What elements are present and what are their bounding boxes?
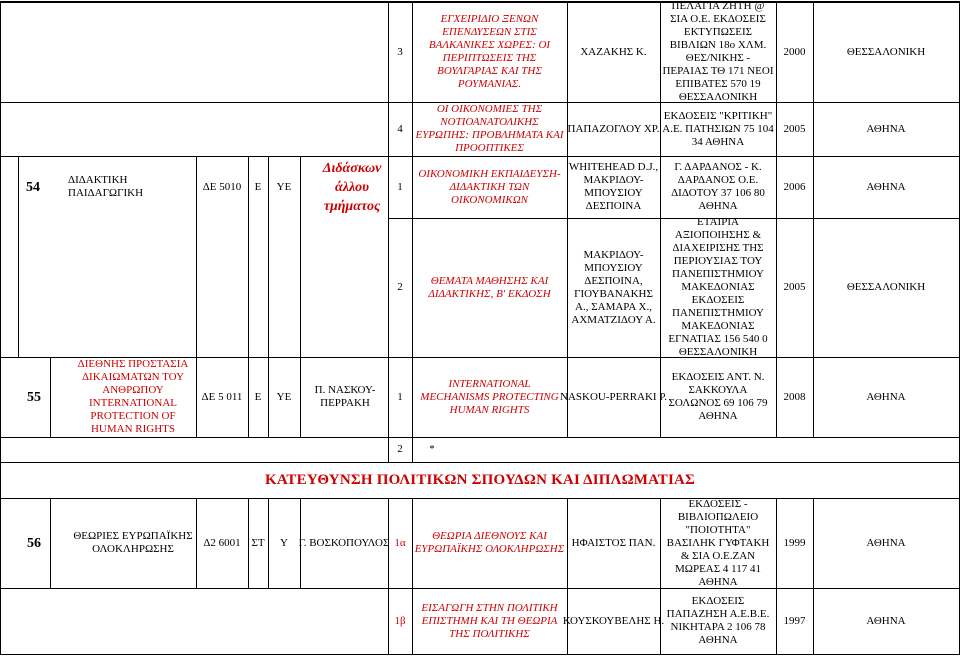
book-year: 1997 xyxy=(783,614,806,627)
course-number: 54 xyxy=(26,179,40,195)
book-author: ΠΑΠΑΖΟΓΛΟΥ ΧΡ. xyxy=(567,122,660,135)
book-city: ΘΕΣΣΑΛΟΝΙΚΗ xyxy=(846,45,926,58)
course-semester: ΣΤ xyxy=(251,536,265,549)
book-author: ΧΑΖΑΚΗΣ Κ. xyxy=(580,45,647,58)
book-author: ΗΦΑΙΣΤΟΣ ΠΑΝ. xyxy=(571,536,656,549)
course-instructor: Διδάσκων άλλου τμήματος xyxy=(322,160,382,214)
book-title: ΕΙΣΑΓΩΓΗ ΣΤΗΝ ΠΟΛΙΤΙΚΗ ΕΠΙΣΤΗΜΗ ΚΑΙ ΤΗ ΘΕΩΡΙΑ ΤΗΣ ΠΟΛΙΤΙΚΗΣ xyxy=(421,601,558,640)
book-city: ΑΘΗΝΑ xyxy=(866,122,906,135)
book-city: ΑΘΗΝΑ xyxy=(866,536,906,549)
book-title: ΘΕΜΑΤΑ ΜΑΘΗΣΗΣ ΚΑΙ ΔΙΔΑΚΤΙΚΗΣ, Β' ΕΚΔΟΣΗ xyxy=(428,274,551,300)
course-code: ΔΕ 5010 xyxy=(202,180,242,193)
course-name: ΘΕΩΡΙΕΣ ΕΥΡΩΠΑΪΚΗΣ ΟΛΟΚΛΗΡΩΣΗΣ xyxy=(73,530,193,555)
book-author: ΚΟΥΣΚΟΥΒΕΛΗΣ Η. xyxy=(562,614,665,627)
course-semester: Ε xyxy=(254,390,262,403)
book-publisher: ΕΚΔΟΣΕΙΣ "ΚΡΙΤΙΚΗ" Α.Ε. ΠΑΤΗΣΙΩΝ 75 104 34 ΑΘΗΝΑ xyxy=(662,109,774,148)
entry-number: 1α xyxy=(394,536,406,549)
note-marker: * xyxy=(429,443,435,455)
book-year: 2008 xyxy=(783,390,806,403)
book-title: INTERNATIONAL MECHANISMS PROTECTING HUMAN RIGHTS xyxy=(420,377,559,416)
book-publisher: ΕΚΔΟΣΕΙΣ ΠΑΠΑΖΗΣΗ Α.Ε.Β.Ε. ΝΙΚΗΤΑΡΑ 2 106 78 ΑΘΗΝΑ xyxy=(666,595,770,646)
course-instructor: Γ. ΒΟΣΚΟΠΟΥΛΟΣ xyxy=(298,536,390,549)
course-code: ΔΕ 5 011 xyxy=(201,390,243,403)
entry-number: 2 xyxy=(397,443,403,455)
course-name: ΔΙΔΑΚΤΙΚΗ ΠΑΙΔΑΓΩΓΙΚΗ xyxy=(68,174,144,199)
book-title: ΟΙ ΟΙΚΟΝΟΜΙΕΣ ΤΗΣ ΝΟΤΙΟΑΝΑΤΟΛΙΚΗΣ ΕΥΡΩΠΗΣ: ΠΡΟΒΛΗΜΑΤΑ ΚΑΙ ΠΡΟΟΠΤΙΚΕΣ xyxy=(415,103,564,154)
book-city: ΘΕΣΣΑΛΟΝΙΚΗ xyxy=(846,281,926,293)
book-author: ΜΑΚΡΙΔΟΥ-ΜΠΟΥΣΙΟΥ ΔΕΣΠΟΙΝΑ, ΓΙΟΥΒΑΝΑΚΗΣ Α., ΣΑΜΑΡΑ Χ., ΑΧΜΑΤΖΙΔΟΥ Α. xyxy=(571,248,656,326)
book-publisher: Γ. ΔΑΡΔΑΝΟΣ - Κ. ΔΑΡΔΑΝΟΣ Ο.Ε. ΔΙΔΟΤΟΥ 37 106 80 ΑΘΗΝΑ xyxy=(671,161,765,212)
entry-number: 1β xyxy=(394,614,406,627)
course-type: ΥΕ xyxy=(276,390,292,403)
section-heading: ΚΑΤΕΥΘΥΝΣΗ ΠΟΛΙΤΙΚΩΝ ΣΠΟΥΔΩΝ ΚΑΙ ΔΙΠΛΩΜΑΤΙΑΣ xyxy=(264,471,696,488)
book-year: 2000 xyxy=(783,45,806,58)
book-city: ΑΘΗΝΑ xyxy=(866,614,906,627)
book-year: 2006 xyxy=(783,180,806,193)
course-number: 55 xyxy=(27,389,41,405)
course-type: Υ xyxy=(280,536,288,549)
book-year: 1999 xyxy=(783,536,806,549)
book-city: ΑΘΗΝΑ xyxy=(866,180,906,193)
book-publisher: ΠΕΛΑΓΙΑ ΖΗΤΗ @ ΣΙΑ Ο.Ε. ΕΚΔΟΣΕΙΣ ΕΚΤΥΠΩΣΕΙΣ ΒΙΒΛΙΩΝ 18ο ΧΛΜ. ΘΕΣ/ΝΙΚΗΣ - ΠΕΡΑΙΑΣ ΤΘ 171 ΝΕΟΙ ΕΠΙΒΑΤΕΣ 570 19 ΘΕΣΣΑΛΟΝΙΚΗ xyxy=(662,0,774,103)
book-publisher: ΕΤΑΙΡΙΑ ΑΞΙΟΠΟΙΗΣΗΣ & ΔΙΑΧΕΙΡΙΣΗΣ ΤΗΣ ΠΕΡΙΟΥΣΙΑΣ ΤΟΥ ΠΑΝΕΠΙΣΤΗΜΙΟΥ ΜΑΚΕΔΟΝΙΑΣ ΕΚΔΟΣΕΙΣ ΠΑΝΕΠΙΣΤΗΜΙΟΥ ΜΑΚΕΔΟΝΙΑΣ ΕΓΝΑΤΙΑΣ 156 540 0 ΘΕΣΣΑΛΟΝΙΚΗ xyxy=(668,216,768,358)
course-type: ΥΕ xyxy=(276,180,292,193)
entry-number: 4 xyxy=(397,122,403,135)
entry-number: 1 xyxy=(397,180,403,193)
book-year: 2005 xyxy=(783,281,806,293)
course-number: 56 xyxy=(27,535,41,551)
book-publisher: ΕΚΔΟΣΕΙΣ ΑΝΤ. Ν. ΣΑΚΚΟΥΛΑ ΣΟΛΩΝΟΣ 69 106 79 ΑΘΗΝΑ xyxy=(668,371,768,422)
course-code: Δ2 6001 xyxy=(203,536,241,549)
course-semester: Ε xyxy=(254,180,262,193)
book-author: NASKOU-PERRAKI P. xyxy=(560,390,667,403)
course-name: ΔΙΕΘΝΗΣ ΠΡΟΣΤΑΣΙΑ ΔΙΚΑΙΩΜΑΤΩΝ ΤΟΥ ΑΝΘΡΩΠΟΥ INTERNATIONAL PROTECTION OF HUMAN RIGHTS xyxy=(77,358,189,435)
book-author: WHITEHEAD D.J., ΜΑΚΡΙΔΟΥ-ΜΠΟΥΣΙΟΥ ΔΕΣΠΟΙΝΑ xyxy=(568,161,659,212)
book-title: ΕΓΧΕΙΡΙΔΙΟ ΞΕΝΩΝ ΕΠΕΝΔΥΣΕΩΝ ΣΤΙΣ ΒΑΛΚΑΝΙΚΕΣ ΧΩΡΕΣ: ΟΙ ΠΕΡΙΠΤΩΣΕΙΣ ΤΗΣ ΒΟΥΛΓΑΡΙΑΣ ΚΑΙ ΤΗΣ ΡΟΥΜΑΝΙΑΣ. xyxy=(428,13,551,90)
entry-number: 2 xyxy=(397,281,403,293)
entry-number: 1 xyxy=(397,390,403,403)
book-publisher: ΕΚΔΟΣΕΙΣ - ΒΙΒΛΙΟΠΩΛΕΙΟ "ΠΟΙΟΤΗΤΑ" ΒΑΣΙΛΗΚ ΓΥΦΤΑΚΗ & ΣΙΑ Ο.Ε.ΖΑΝ ΜΩΡΕΑΣ 4 117 41 ΑΘΗΝΑ xyxy=(666,497,770,588)
entry-number: 3 xyxy=(397,45,403,58)
book-city: ΑΘΗΝΑ xyxy=(866,390,906,403)
book-title: ΟΙΚΟΝΟΜΙΚΗ ΕΚΠΑΙΔΕΥΣΗ-ΔΙΔΑΚΤΙΚΗ ΤΩΝ ΟΙΚΟΝΟΜΙΚΩΝ xyxy=(418,167,561,206)
course-instructor: Π. ΝΑΣΚΟΥ-ΠΕΡΡΑΚΗ xyxy=(314,384,376,409)
book-year: 2005 xyxy=(783,122,806,135)
book-title: ΘΕΩΡΙΑ ΔΙΕΘΝΟΥΣ ΚΑΙ ΕΥΡΩΠΑΪΚΗΣ ΟΛΟΚΛΗΡΩΣΗΣ xyxy=(414,530,565,555)
